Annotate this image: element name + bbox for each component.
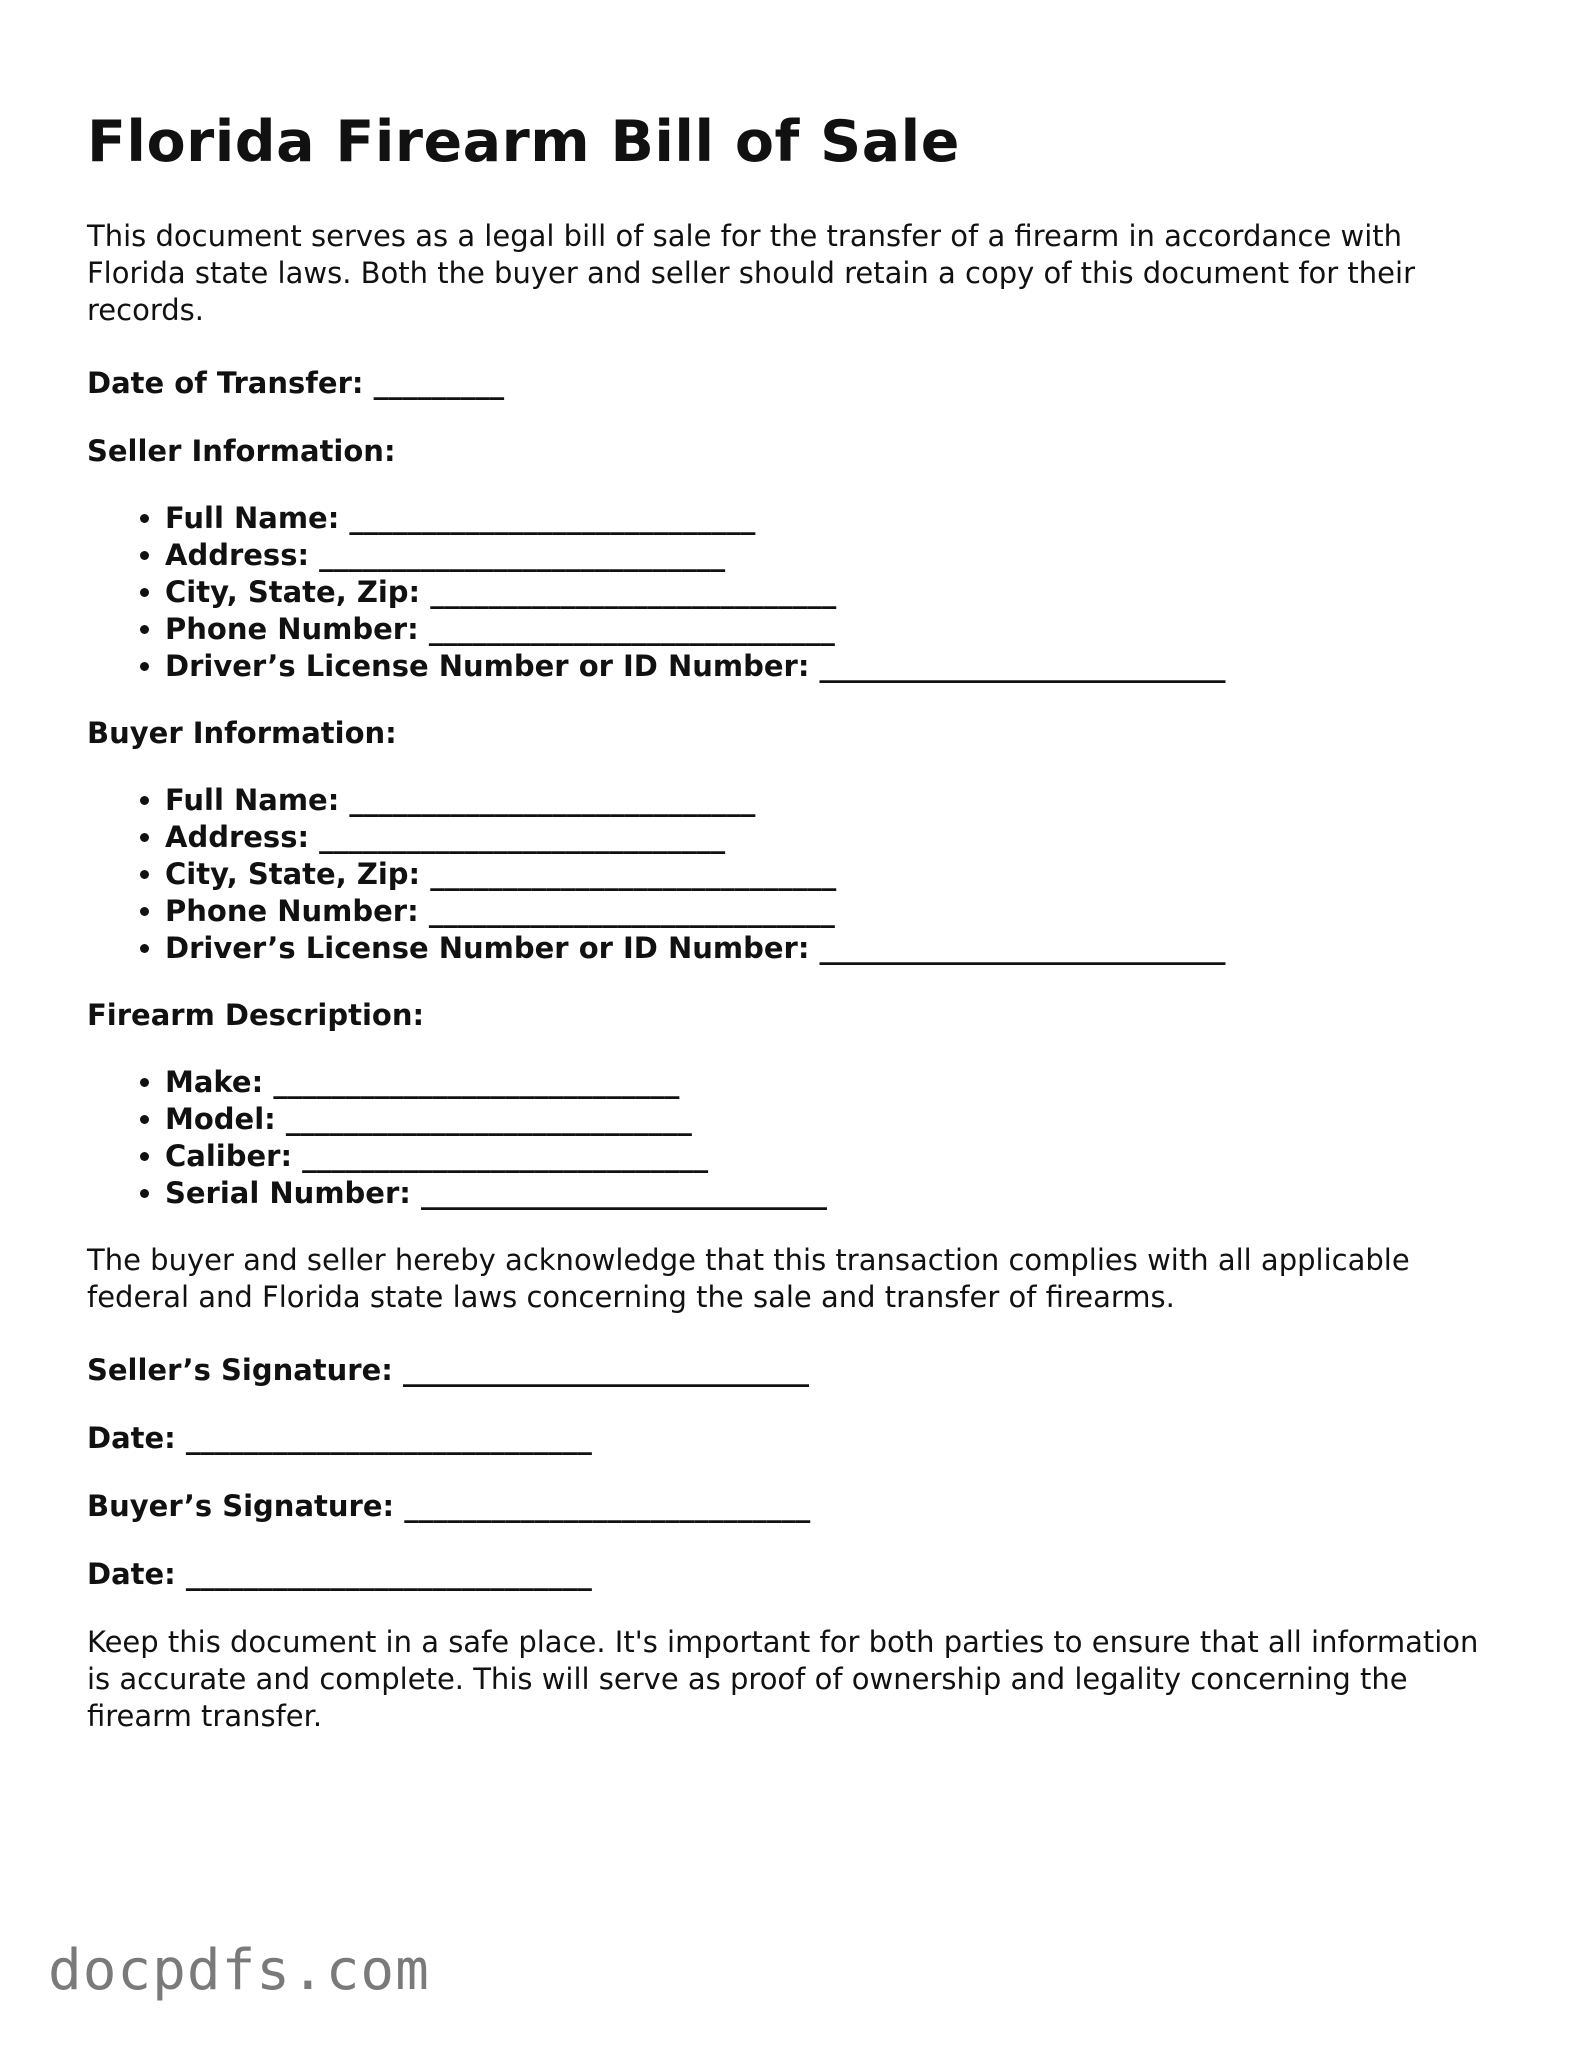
seller-signature-label: Seller’s Signature: [87,1353,393,1388]
firearm-description-heading: Firearm Description: [87,998,425,1033]
firearm-description-list [87,1064,1507,1212]
seller-signature-blank[interactable]: ____________________________ [402,1353,809,1388]
watermark-text: docpdfs.com [48,1938,430,2003]
firearm-caliber-blank[interactable]: ____________________________ [302,1139,709,1174]
buyer-license-number-item [165,930,1507,967]
seller-phone-number-blank[interactable]: ____________________________ [428,612,835,647]
seller-information-heading: Seller Information: [87,434,396,469]
seller-city-state-zip-blank[interactable]: ____________________________ [430,575,837,610]
seller-license-number-blank[interactable]: ____________________________ [819,649,1226,684]
firearm-model-item [165,1101,1507,1138]
buyer-city-state-zip-item [165,856,1507,893]
firearm-make-blank[interactable]: ____________________________ [273,1065,680,1100]
acknowledgement-paragraph: The buyer and seller hereby acknowledge that this transaction complies with all applicable federal and Florida state laws concerning the sale and transfer of firearms. [87,1243,1410,1315]
seller-full-name-item [165,500,1507,537]
field-label: Phone Number: [165,894,419,929]
buyer-license-number-blank[interactable]: ____________________________ [819,931,1226,966]
seller-date-field [87,1420,1507,1457]
date-of-transfer-blank[interactable]: _________ [373,366,505,401]
field-label: Address: [165,538,310,573]
field-label: Driver’s License Number or ID Number: [165,649,810,684]
buyer-date-label: Date: [87,1557,176,1592]
page-title: Florida Firearm Bill of Sale [87,109,960,175]
buyer-full-name-blank[interactable]: ____________________________ [349,783,756,818]
firearm-model-blank[interactable]: ____________________________ [285,1102,692,1137]
date-of-transfer-label: Date of Transfer: [87,366,364,401]
buyer-date-blank[interactable]: ____________________________ [185,1557,592,1592]
field-label: Serial Number: [165,1176,411,1211]
seller-full-name-blank[interactable]: ____________________________ [349,501,756,536]
seller-date-label: Date: [87,1421,176,1456]
seller-city-state-zip-item [165,574,1507,611]
seller-signature-field [87,1352,1507,1389]
buyer-phone-number-item [165,893,1507,930]
buyer-date-field [87,1556,1507,1593]
field-label: Full Name: [165,783,340,818]
seller-address-blank[interactable]: ____________________________ [319,538,726,573]
field-label: Address: [165,820,310,855]
firearm-serial-number-item [165,1175,1507,1212]
document-page [87,108,1507,1771]
field-label: Make: [165,1065,264,1100]
buyer-signature-label: Buyer’s Signature: [87,1489,395,1524]
field-label: Phone Number: [165,612,419,647]
buyer-address-item [165,819,1507,856]
buyer-information-heading: Buyer Information: [87,716,397,751]
seller-license-number-item [165,648,1507,685]
buyer-signature-blank[interactable]: ____________________________ [404,1489,811,1524]
field-label: City, State, Zip: [165,575,421,610]
field-label: Caliber: [165,1139,293,1174]
field-label: Full Name: [165,501,340,536]
date-of-transfer-field [87,365,1507,402]
buyer-information-list [87,782,1507,967]
seller-address-item [165,537,1507,574]
field-label: City, State, Zip: [165,857,421,892]
field-label: Driver’s License Number or ID Number: [165,931,810,966]
seller-date-blank[interactable]: ____________________________ [185,1421,592,1456]
field-label: Model: [165,1102,276,1137]
closing-paragraph: Keep this document in a safe place. It's important for both parties to ensure that all information is accurate and complete. This will serve as proof of ownership and legality concerning the firearm transfer. [87,1625,1479,1734]
intro-paragraph: This document serves as a legal bill of sale for the transfer of a firearm in accordance with Florida state laws. Both the buyer and seller should retain a copy of this document for their records. [87,219,1415,328]
buyer-address-blank[interactable]: ____________________________ [319,820,726,855]
seller-phone-number-item [165,611,1507,648]
buyer-city-state-zip-blank[interactable]: ____________________________ [430,857,837,892]
buyer-phone-number-blank[interactable]: ____________________________ [428,894,835,929]
firearm-caliber-item [165,1138,1507,1175]
buyer-full-name-item [165,782,1507,819]
seller-information-list [87,500,1507,685]
firearm-serial-number-blank[interactable]: ____________________________ [420,1176,827,1211]
firearm-make-item [165,1064,1507,1101]
buyer-signature-field [87,1488,1507,1525]
